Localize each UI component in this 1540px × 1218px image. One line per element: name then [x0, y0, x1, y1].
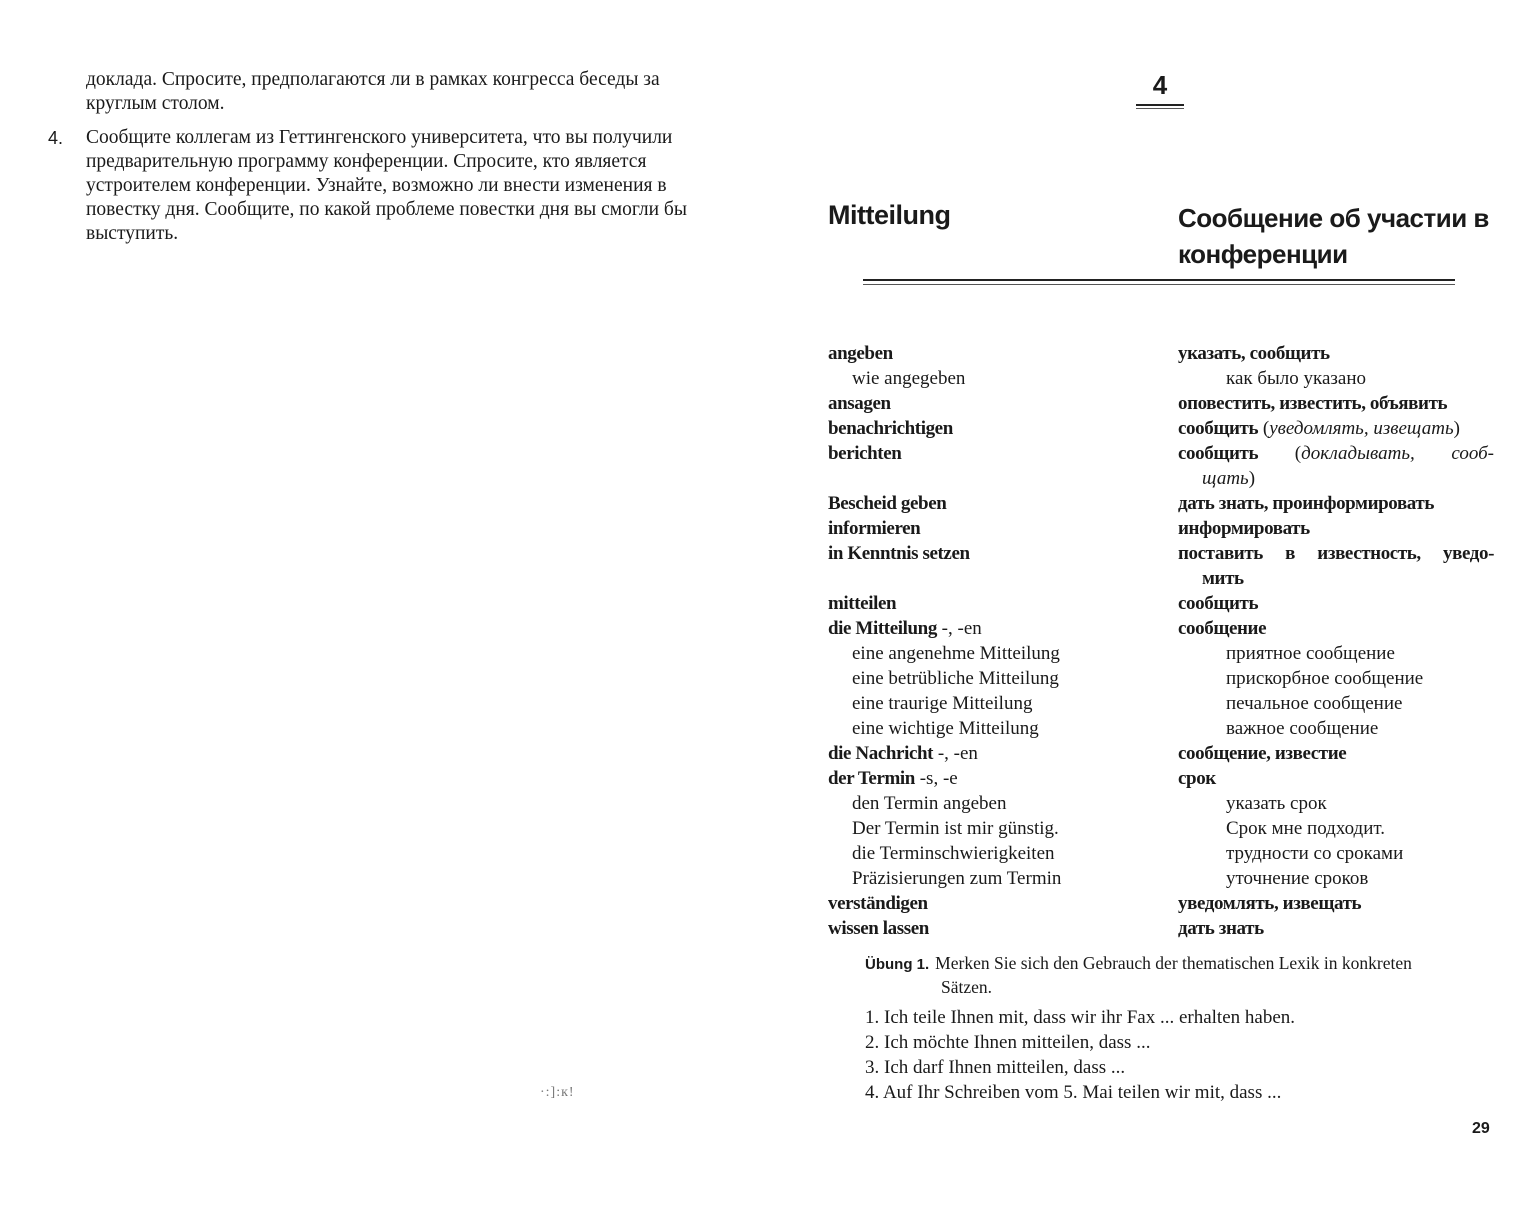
vocab-russian: срок [1178, 768, 1216, 789]
vocab-german-example: Der Termin ist mir günstig. [852, 818, 1059, 839]
exercise-sentence: 3. Ich darf Ihnen mitteilen, dass ... [865, 1057, 1126, 1078]
vocab-russian: сообщение, известие [1178, 743, 1347, 764]
exercise-sentences [865, 1005, 1495, 1105]
exercise-heading [865, 952, 1495, 998]
vocab-german-forms: -s, -e [914, 768, 958, 789]
vocabulary-list [828, 341, 1508, 941]
vocab-russian: поставить в известность, уведо- [1178, 543, 1494, 564]
vocab-russian-continuation: мить [1202, 568, 1244, 589]
vocab-row [828, 616, 1508, 641]
vocab-row [828, 741, 1508, 766]
vocab-row [828, 491, 1508, 516]
vocab-russian-example: уточнение сроков [1226, 868, 1369, 889]
vocab-german-main: die Mitteilung [828, 618, 937, 639]
vocab-german: ansagen [828, 393, 891, 414]
vocab-german-example: eine angenehme Mitteilung [852, 643, 1060, 664]
vocab-row [828, 916, 1508, 941]
vocab-row [828, 816, 1508, 841]
vocab-german: in Kenntnis setzen [828, 543, 970, 564]
exercise-sentence: 2. Ich möchte Ihnen mitteilen, dass ... [865, 1032, 1151, 1053]
vocab-russian-example: печальное сообщение [1226, 693, 1403, 714]
vocab-row [828, 716, 1508, 741]
vocab-russian-example: важное сообщение [1226, 718, 1379, 739]
vocab-russian-example: прискорбное сообщение [1226, 668, 1424, 689]
vocab-german: wissen lassen [828, 918, 929, 939]
vocab-row [828, 441, 1508, 466]
vocab-german-example: eine wichtige Mitteilung [852, 718, 1039, 739]
chapter-number: 4 [1152, 70, 1168, 100]
vocab-row [828, 691, 1508, 716]
vocab-row [828, 516, 1508, 541]
vocab-row [828, 641, 1508, 666]
vocab-german-example: eine traurige Mitteilung [852, 693, 1033, 714]
vocab-german-example: den Termin angeben [852, 793, 1007, 814]
vocab-russian-example: трудности со сроками [1226, 843, 1404, 864]
vocab-russian: оповестить, известить, объявить [1178, 393, 1448, 414]
chapter-rule-thin [1136, 108, 1184, 109]
vocab-russian-continuation: щать) [1202, 468, 1256, 489]
vocab-row [828, 891, 1508, 916]
vocab-german-main: die Nachricht [828, 743, 934, 764]
vocab-russian: сообщить [1178, 593, 1259, 614]
vocab-german: Bescheid geben [828, 493, 947, 514]
vocab-russian-extra: докладывать, сооб- [1301, 443, 1495, 464]
vocab-german-example: die Terminschwierigkeiten [852, 843, 1055, 864]
vocab-german-example: eine betrübliche Mitteilung [852, 668, 1059, 689]
title-rule [863, 279, 1455, 281]
vocab-german [828, 766, 1178, 791]
vocab-russian: сообщение [1178, 618, 1267, 639]
right-page [770, 0, 1540, 1218]
task-number: 4. [48, 128, 64, 148]
vocab-german: benachrichtigen [828, 418, 953, 439]
vocab-russian: уведомлять, извещать [1178, 893, 1362, 914]
exercise-instruction-line1: Merken Sie sich den Gebrauch der thematischen Lexik in konkreten [935, 953, 1412, 973]
vocab-row [828, 866, 1508, 891]
vocab-russian: информировать [1178, 518, 1310, 539]
vocab-row [828, 466, 1508, 491]
exercise-instruction-line2: Sätzen. [941, 977, 993, 997]
vocab-russian: дать знать [1178, 918, 1264, 939]
vocab-russian: дать знать, проинформировать [1178, 493, 1434, 514]
vocab-german: angeben [828, 343, 893, 364]
vocab-german: berichten [828, 443, 902, 464]
vocab-german [828, 741, 1178, 766]
vocab-row [828, 791, 1508, 816]
vocab-russian-main: сообщить [1178, 418, 1259, 439]
vocab-russian-example: указать срок [1226, 793, 1327, 814]
continued-paragraph: доклада. Спросите, предполагаются ли в рамках конгресса беседы за круглым столом. [86, 69, 660, 114]
task-text: Сообщите коллегам из Геттингенского университета, что вы получили предварительную программу конференции. Спросите, кто является устроителем конференции. Узнайте, возможно ли внести изменения в повестку дня. Сообщите, по какой проблеме повестки дня вы смогли бы выступить. [86, 127, 687, 244]
vocab-russian-example: приятное сообщение [1226, 643, 1395, 664]
vocab-row [828, 416, 1508, 441]
vocab-german-main: der Termin [828, 768, 915, 789]
title-rule-thin [863, 284, 1455, 285]
vocab-russian-example: как было указано [1226, 368, 1367, 389]
vocab-row [828, 391, 1508, 416]
stray-mark: ·:]:к! [540, 1085, 575, 1100]
vocab-german-forms: -, -en [936, 618, 982, 639]
vocab-german-example: wie angegeben [852, 368, 966, 389]
vocab-german: verständigen [828, 893, 928, 914]
vocab-russian-extra: щать [1202, 468, 1249, 489]
vocab-german [828, 616, 1178, 641]
vocab-russian: сообщить (уведомлять, извещать) [1178, 418, 1460, 439]
vocab-row [828, 566, 1508, 591]
vocab-row [828, 666, 1508, 691]
vocab-russian-extra: уведомлять, извещать [1269, 418, 1454, 439]
chapter-rule [1136, 104, 1184, 106]
vocab-row [828, 841, 1508, 866]
vocab-russian-main: сообщить [1178, 443, 1259, 464]
vocab-row [828, 591, 1508, 616]
vocab-row [828, 366, 1508, 391]
vocab-russian: указать, сообщить [1178, 343, 1330, 364]
exercise-sentence: 4. Auf Ihr Schreiben vom 5. Mai teilen wir mit, dass ... [865, 1082, 1282, 1103]
exercise-sentence: 1. Ich teile Ihnen mit, dass wir ihr Fax ... erhalten haben. [865, 1007, 1296, 1028]
vocab-row [828, 341, 1508, 366]
vocab-russian-example: Срок мне подходит. [1226, 818, 1386, 839]
page-number: 29 [1472, 1120, 1490, 1137]
vocab-german: informieren [828, 518, 921, 539]
title-russian: Сообщение об участии в конференции [1178, 203, 1489, 269]
vocab-row [828, 541, 1508, 566]
exercise-label: Übung 1. [865, 956, 930, 973]
title-german: Mitteilung [828, 200, 951, 230]
vocab-german-forms: -, -en [933, 743, 978, 764]
vocab-russian: сообщить (докладывать, сооб- [1178, 443, 1495, 464]
task-item-4 [48, 126, 716, 246]
vocab-german: mitteilen [828, 593, 897, 614]
vocab-german-example: Präzisierungen zum Termin [852, 868, 1062, 889]
vocab-row [828, 766, 1508, 791]
